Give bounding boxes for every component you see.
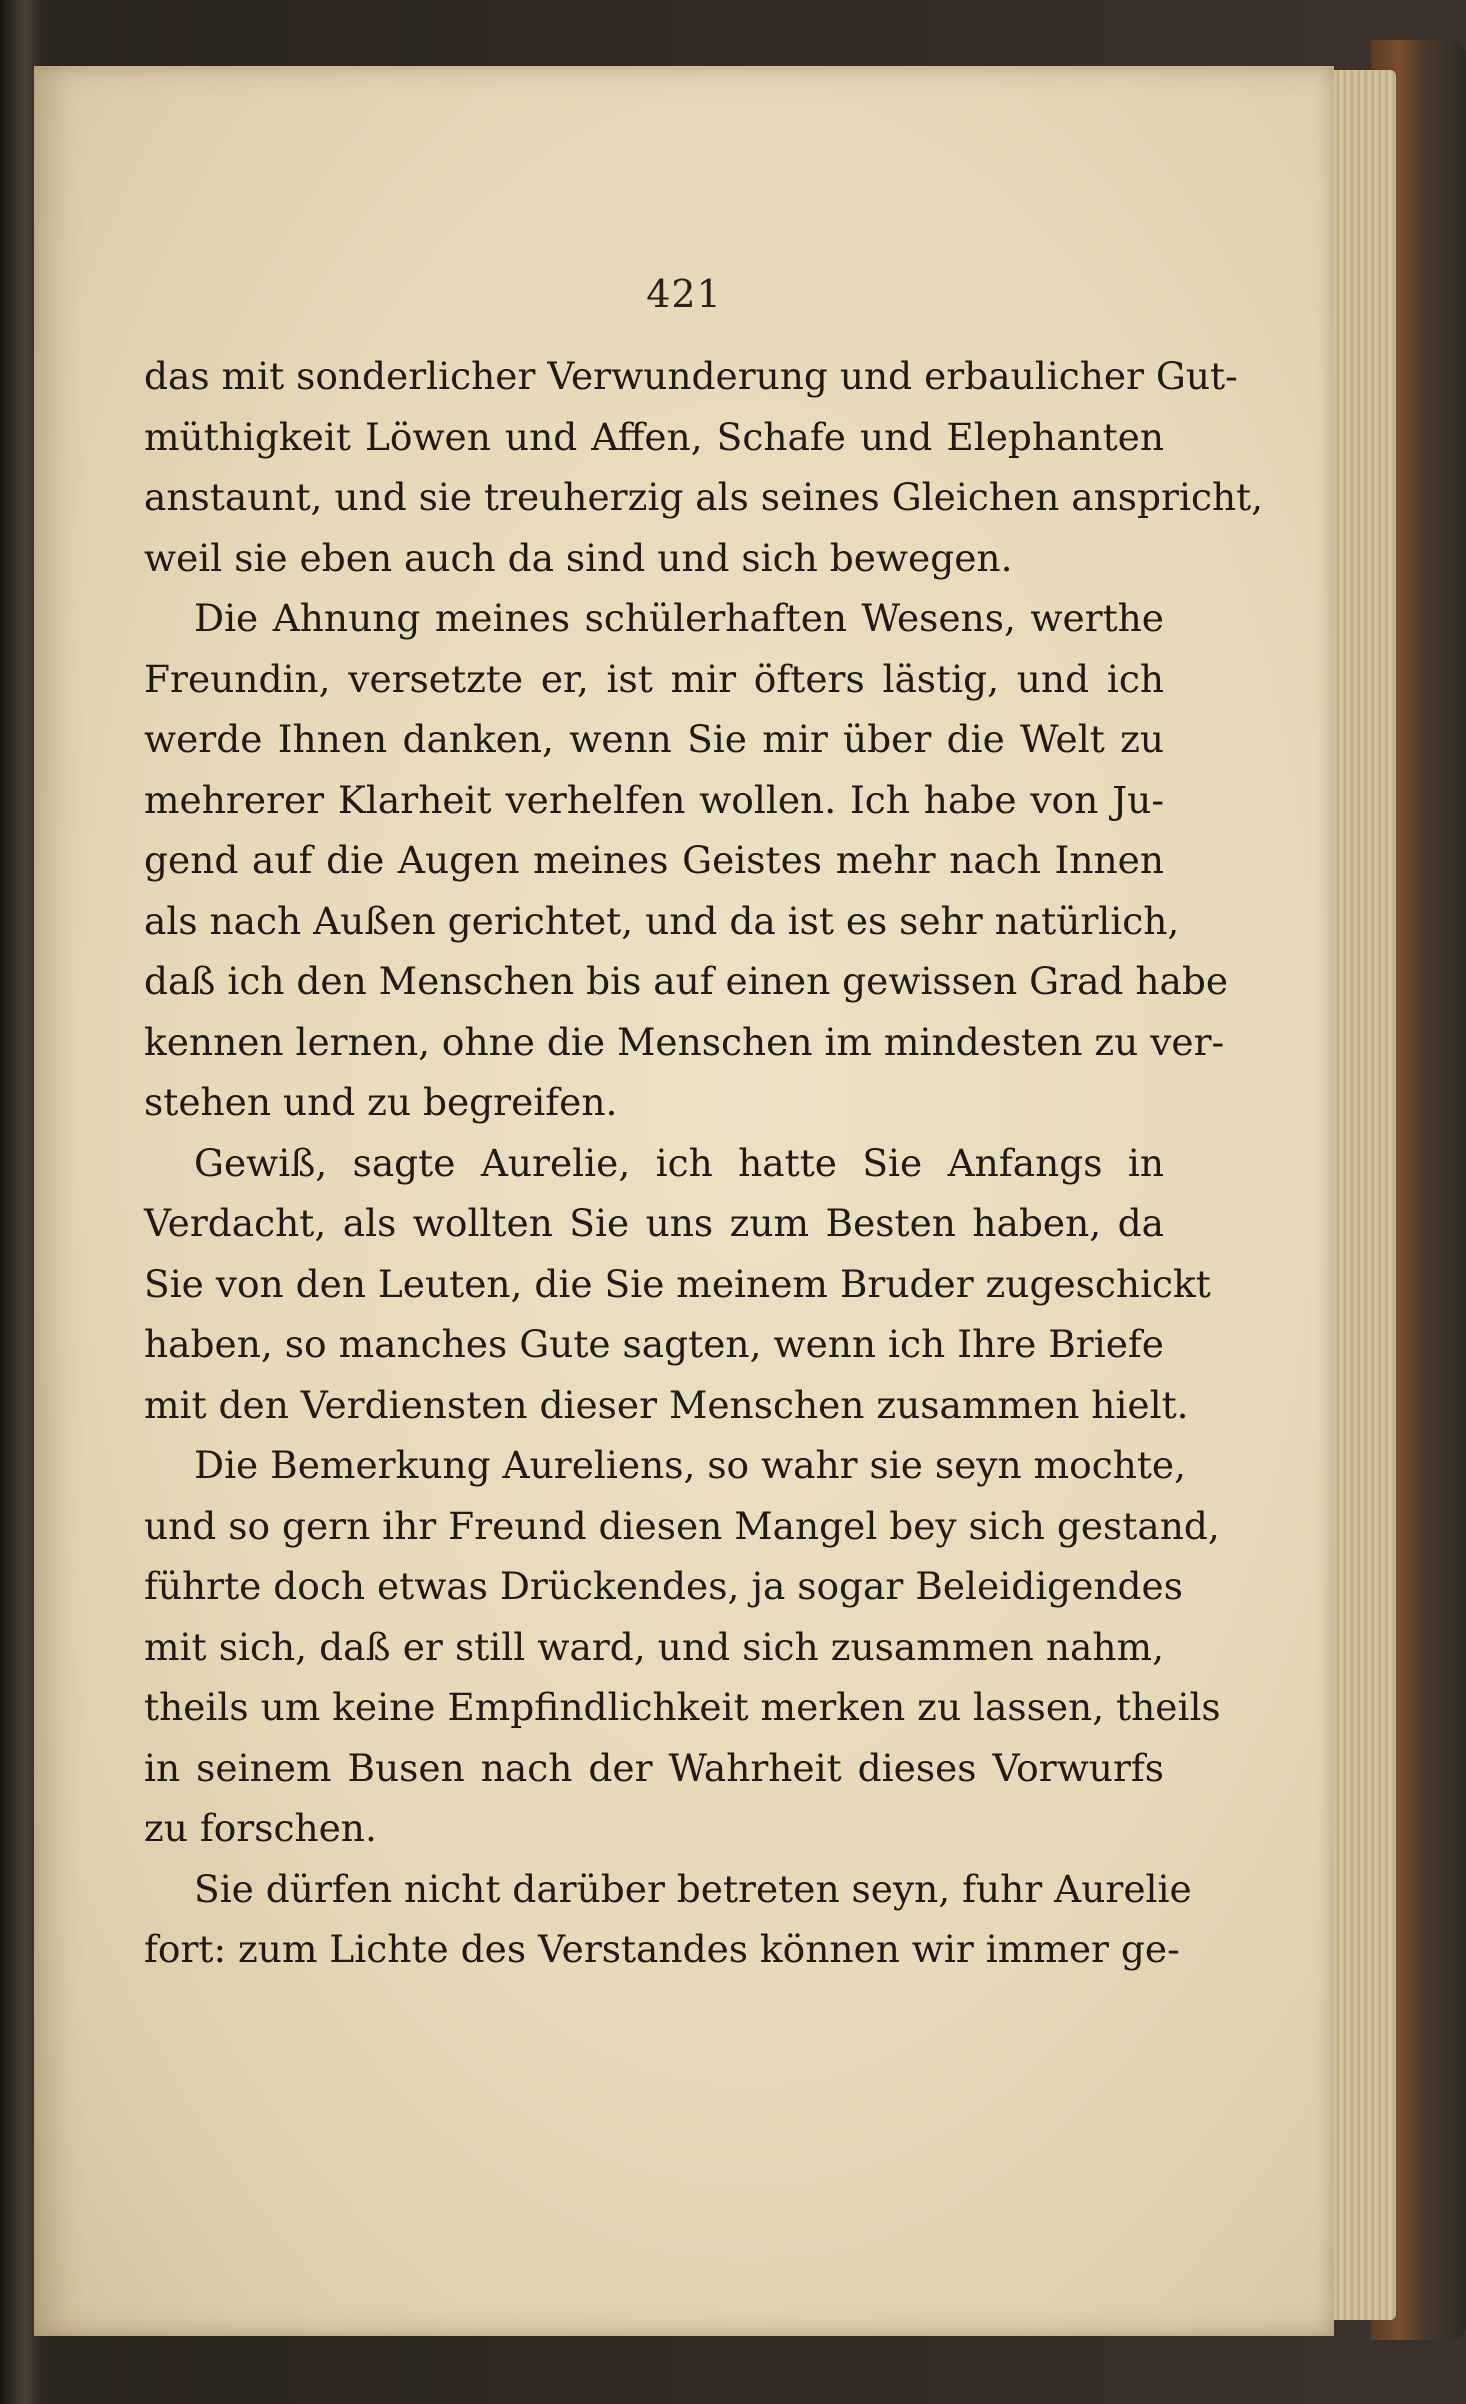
text-line: theils um keine Empfindlichkeit merken zu lassen, theils	[144, 1685, 1221, 1729]
text-line: zu forschen.	[144, 1806, 377, 1850]
text-line: mehrerer Klarheit verhelfen wollen. Ich habe von Ju-	[144, 777, 1164, 822]
text-line: anstaunt, und sie treuherzig als seines Gleichen anspricht,	[144, 475, 1264, 519]
text-line: daß ich den Menschen bis auf einen gewissen Grad habe	[144, 959, 1229, 1003]
text-line: stehen und zu begreifen.	[144, 1080, 618, 1124]
text-line: in seinem Busen nach der Wahrheit dieses Vorwurfs	[144, 1745, 1164, 1790]
text-line: führte doch etwas Drückendes, ja sogar Beleidigendes	[144, 1564, 1183, 1608]
paragraph-2	[144, 588, 1229, 1133]
text-line: fort: zum Lichte des Verstandes können wir immer ge-	[144, 1927, 1180, 1971]
text-line: mit den Verdiensten dieser Menschen zusammen hielt.	[144, 1382, 1189, 1427]
text-line: als nach Außen gerichtet, und da ist es sehr natürlich,	[144, 898, 1180, 943]
page-edges	[1326, 70, 1396, 2320]
text-line: Verdacht, als wollten Sie uns zum Besten haben, da	[144, 1201, 1164, 1245]
paragraph-4	[144, 1435, 1221, 1859]
paragraph-5	[144, 1859, 1192, 1980]
text-line: Freundin, versetzte er, ist mir öfters lästig, und ich	[144, 656, 1164, 701]
text-line: mit sich, daß er still ward, und sich zusammen nahm,	[144, 1624, 1164, 1669]
paragraph-1	[144, 346, 1264, 588]
page-number: 421	[646, 272, 722, 316]
text-line: Sie dürfen nicht darüber betreten seyn, fuhr Aurelie	[194, 1866, 1192, 1911]
text-line: müthigkeit Löwen und Affen, Schafe und Elephanten	[144, 414, 1164, 459]
text-line: das mit sonderlicher Verwunderung und erbaulicher Gut-	[144, 354, 1238, 398]
text-line: werde Ihnen danken, wenn Sie mir über die Welt zu	[144, 717, 1164, 761]
text-line: Die Bemerkung Aureliens, so wahr sie seyn mochte,	[194, 1443, 1187, 1487]
text-line: und so gern ihr Freund diesen Mangel bey sich gestand,	[144, 1503, 1220, 1548]
text-line: weil sie eben auch da sind und sich bewegen.	[144, 535, 1013, 580]
text-line: Die Ahnung meines schülerhaften Wesens, werthe	[194, 596, 1164, 640]
text-line: kennen lernen, ohne die Menschen im mindesten zu ver-	[144, 1019, 1225, 1064]
text-line: Gewiß, sagte Aurelie, ich hatte Sie Anfangs in	[194, 1140, 1164, 1185]
paragraph-3	[144, 1133, 1211, 1436]
text-line: Sie von den Leuten, die Sie meinem Bruder zugeschickt	[144, 1261, 1211, 1306]
body-text	[144, 346, 1264, 1980]
text-line: gend auf die Augen meines Geistes mehr nach Innen	[144, 838, 1164, 882]
text-line: haben, so manches Gute sagten, wenn ich Ihre Briefe	[144, 1322, 1164, 1366]
book-page	[34, 66, 1334, 2336]
